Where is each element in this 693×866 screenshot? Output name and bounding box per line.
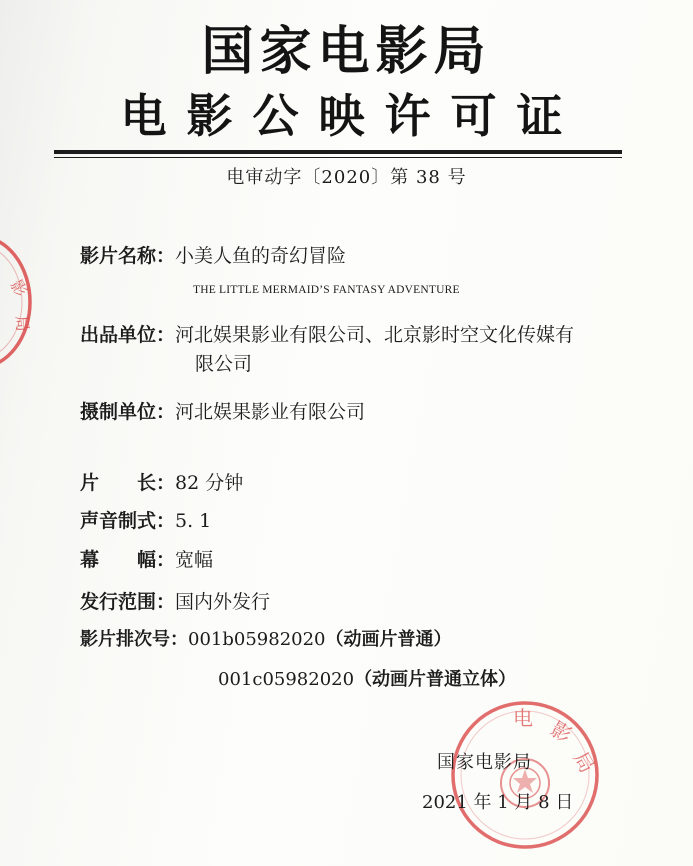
maker-row [80,399,365,425]
issue-date: 2021 年 1 月 8 日 [422,792,574,813]
film-name-label: 影片名称： [80,245,176,267]
length-row [80,470,243,496]
left-seal-char-2: 局 [12,314,33,333]
header-divider-thick [54,150,622,154]
length-label: 片 长： [80,472,176,494]
permit-title: 电影公映许可证 [120,89,583,143]
right-seal-char-1: 电 [513,706,533,730]
release-scope-value: 国内外发行 [175,591,271,613]
copy-number-row-2 [218,667,516,693]
copy-number-2-note: （动画片普通立体） [354,669,517,690]
copy-number-1-code: 001b05982020 [188,629,326,650]
issuing-authority-title: 国家电影局 [201,22,492,82]
left-official-seal [0,232,40,372]
right-seal-char-2: 影 [546,716,576,748]
sound-format-label: 声音制式： [80,510,176,532]
document-number: 电审动字〔2020〕第 38 号 [226,167,467,188]
copy-number-2-code: 001c05982020 [218,669,355,690]
copy-number-1-note: （动画片普通） [325,629,452,650]
sound-format-value: 5. 1 [175,510,212,532]
screen-format-row [80,547,213,573]
producer-label: 出品单位： [80,324,176,346]
issuer-name: 国家电影局 [437,752,532,773]
film-name-value: 小美人鱼的奇幻冒险 [175,245,347,267]
screen-format-label: 幕 幅： [80,549,176,571]
film-name-row [80,243,346,269]
left-seal-char-1: 影 [6,276,31,300]
release-scope-row [80,589,270,615]
maker-label: 摄制单位： [80,401,176,423]
producer-value-line2: 限公司 [195,353,253,375]
copy-number-row-1 [80,627,452,653]
length-value: 82 分钟 [175,472,244,494]
copy-number-label: 影片排次号： [80,629,188,650]
header-divider-thin [54,157,622,158]
sound-format-row [80,508,211,534]
release-scope-label: 发行范围： [80,591,176,613]
producer-value-line1: 河北娱果影业有限公司、北京影时空文化传媒有 [175,324,575,346]
screen-format-value: 宽幅 [175,549,214,571]
producer-row [80,322,574,348]
right-seal-char-3: 局 [568,747,600,777]
right-official-seal [445,695,605,855]
maker-value: 河北娱果影业有限公司 [175,401,366,423]
film-english-name: THE LITTLE MERMAID’S FANTASY ADVENTURE [193,284,460,296]
